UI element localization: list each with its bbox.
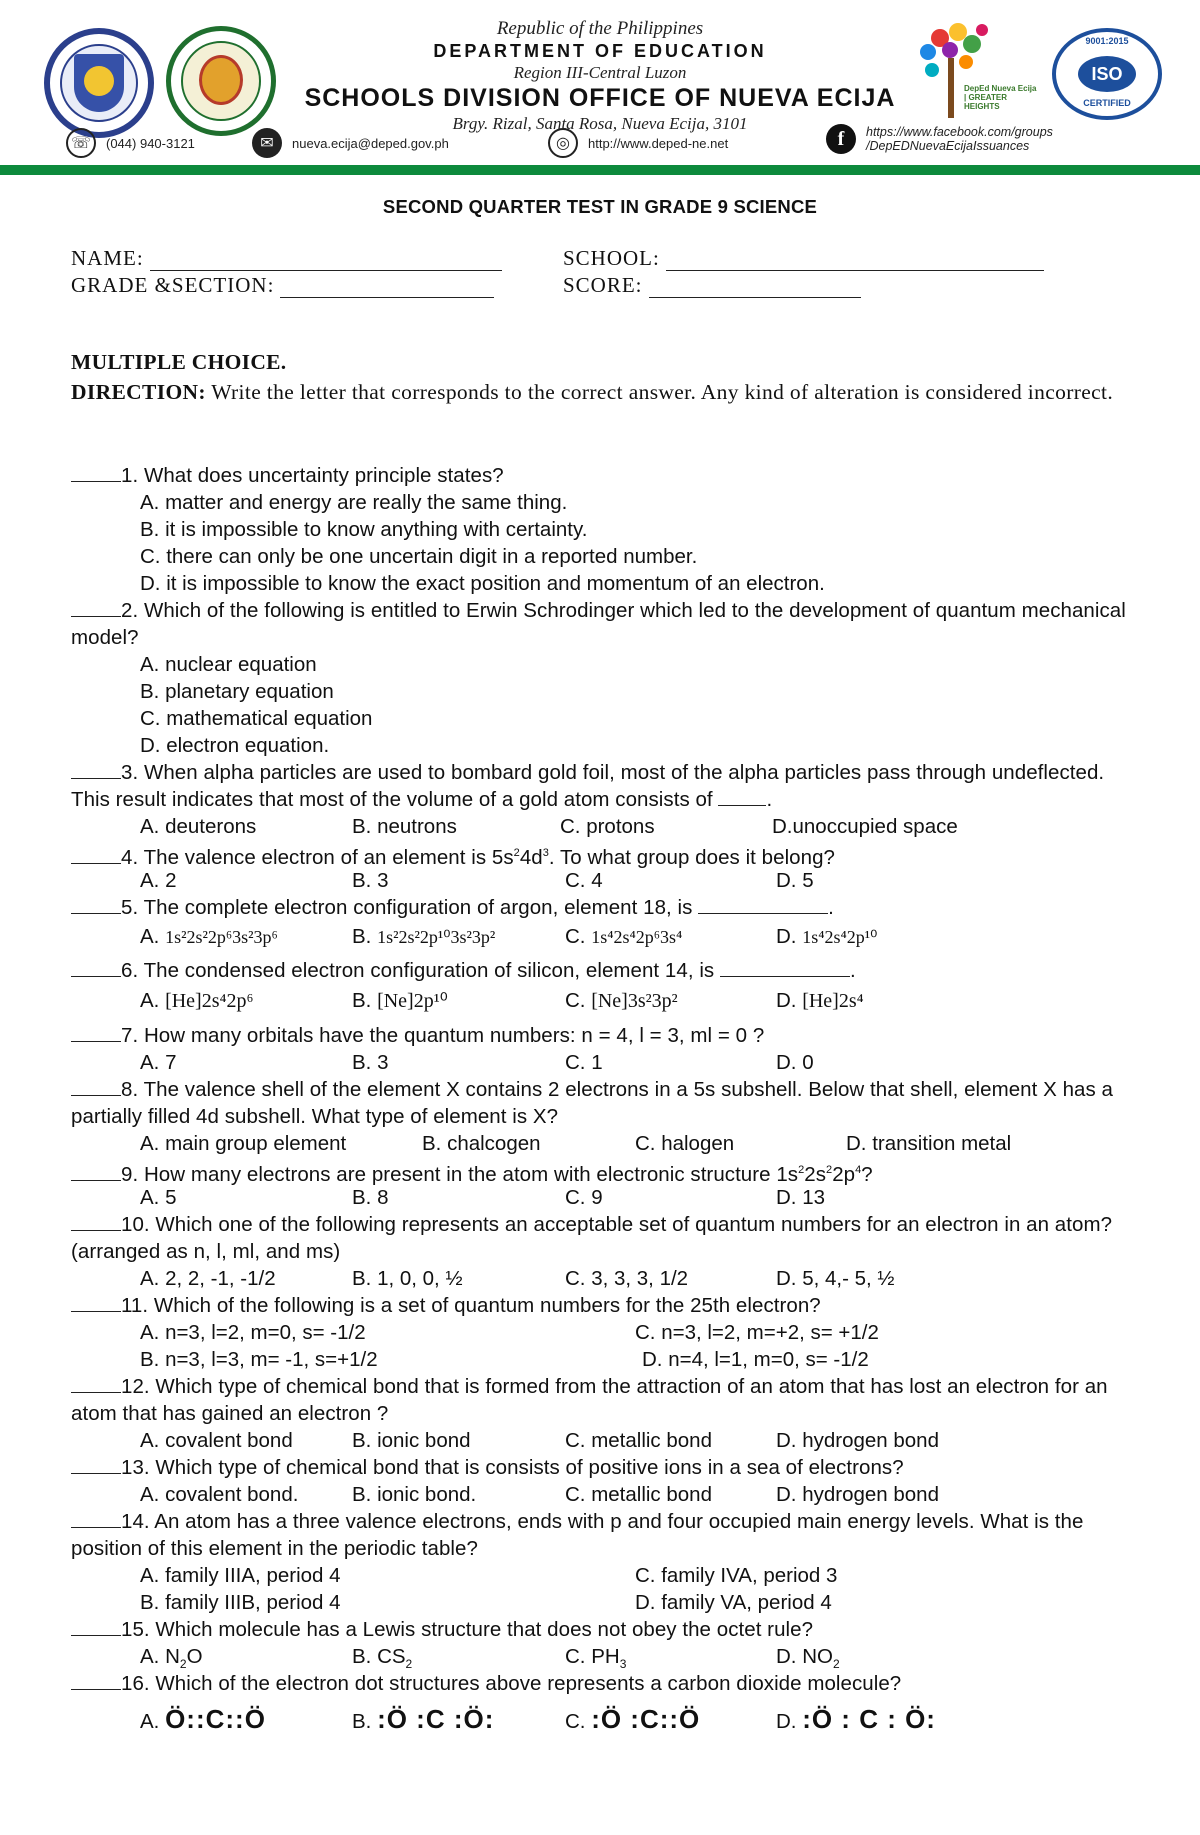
republic-line: Republic of the Philippines [496, 18, 704, 39]
grade-section-field [71, 273, 494, 298]
question-14 [71, 1508, 1136, 1562]
question-6: 6. The condensed electron configuration of silicon, element 14, is . [71, 957, 1136, 984]
question-text-end: ? [861, 1162, 873, 1186]
q2-choice-c: C. mathematical equation [140, 707, 373, 730]
score-field [563, 273, 861, 298]
q6-choice-d [776, 987, 864, 1015]
contact-email [252, 128, 449, 158]
q8-choice-c: C. halogen [635, 1132, 735, 1155]
q3-choice-b: B. neutrons [352, 815, 457, 838]
question-text: 11. Which of the following is a set of quantum numbers for the 25th electron? [121, 1294, 821, 1317]
direction [71, 378, 1136, 406]
phone-icon: ☏ [66, 128, 96, 158]
facebook-line2: /DepEDNuevaEcijaIssuances [866, 139, 1030, 153]
question-1 [71, 462, 1136, 489]
superscript: 3 [542, 847, 549, 859]
question-5: 5. The complete electron configuration of argon, element 18, is . [71, 894, 1136, 921]
school-label: SCHOOL: [563, 246, 660, 270]
question-text: 9. How many electrons are present in the atom with electronic structure 1s [121, 1162, 799, 1186]
header-divider [0, 165, 1200, 175]
tree-logo-caption: DepEd Nueva Ecija | GREATER HEIGHTS [964, 84, 1037, 111]
superscript: 4 [855, 1164, 862, 1176]
question-text: 12. Which type of chemical bond that is formed from the attraction of an atom that has lost an electron for an atom that has gained an electron ? [71, 1375, 1108, 1425]
superscript: 2 [826, 1164, 833, 1176]
facebook-line1: https://www.facebook.com/groups [866, 125, 1053, 139]
question-text-mid: 2s [804, 1162, 827, 1186]
inline-blank [718, 788, 766, 806]
choice-label: C. [565, 925, 586, 948]
letterhead-text [300, 18, 900, 134]
q13-choice-c: C. metallic bond [565, 1483, 712, 1506]
q4-choice-a: A. 2 [140, 869, 177, 892]
q13-choice-a: A. covalent bond. [140, 1483, 299, 1506]
q13-choice-b: B. ionic bond. [352, 1483, 477, 1506]
q11-choice-d: D. n=4, l=1, m=0, s= -1/2 [642, 1348, 869, 1371]
question-2 [71, 597, 1136, 651]
answer-blank[interactable] [71, 1672, 121, 1690]
contact-facebook [826, 124, 1053, 154]
q14-choice-c: C. family IVA, period 3 [635, 1564, 838, 1587]
q8-choice-b: B. chalcogen [422, 1132, 541, 1155]
name-blank[interactable] [150, 251, 502, 271]
lewis-structure: Ö::C::Ö [165, 1704, 266, 1734]
question-text-mid: 4d [519, 845, 543, 869]
deped-seal-icon [44, 28, 154, 138]
q1-choice-a: A. matter and energy are really the same thing. [140, 491, 568, 514]
question-16 [71, 1670, 1136, 1697]
iso-certified-label: CERTIFIED [1083, 98, 1131, 108]
mail-icon: ✉ [252, 128, 282, 158]
q9-choice-c: C. 9 [565, 1186, 603, 1209]
question-text: 8. The valence shell of the element X contains 2 electrons in a 5s subshell. Below that shell, element X has a partially filled 4d subshell. What type of element is X? [71, 1078, 1113, 1128]
q16-choice-c [565, 1706, 700, 1735]
direction-text: Write the letter that corresponds to the correct answer. Any kind of alteration is considered incorrect. [211, 380, 1114, 404]
choice-label: D. [776, 1710, 797, 1733]
q16-choice-b [352, 1706, 494, 1735]
question-text-end: . [766, 788, 773, 811]
inline-blank [720, 959, 850, 977]
answer-blank[interactable] [71, 1375, 121, 1393]
choice-text: O [186, 1645, 203, 1668]
direction-label: DIRECTION: [71, 380, 206, 404]
lewis-structure: :Ö :C :Ö: [377, 1704, 495, 1734]
q16-choice-a [140, 1706, 266, 1735]
question-text: 2. Which of the following is entitled to Erwin Schrodinger which led to the development of quantum mechanical model? [71, 599, 1126, 649]
question-3 [71, 759, 1136, 813]
choice-label: B. [352, 925, 372, 948]
greater-heights-logo-icon [910, 18, 1040, 128]
q3-choice-d: D.unoccupied space [772, 815, 958, 838]
contact-website [548, 128, 728, 158]
question-text-end: . To what group does it belong? [548, 845, 835, 869]
q10-choice-c: C. 3, 3, 3, 1/2 [565, 1267, 689, 1290]
q14-choice-d: D. family VA, period 4 [635, 1591, 832, 1614]
choice-text: B. CS [352, 1645, 406, 1668]
choice-text: D. NO [776, 1645, 833, 1668]
q1-choice-b: B. it is impossible to know anything with certainty. [140, 518, 588, 541]
choice-value: [He]2s⁴ [802, 990, 864, 1012]
name-label: NAME: [71, 246, 144, 270]
answer-blank[interactable] [71, 1510, 121, 1528]
score-label: SCORE: [563, 273, 643, 297]
globe-icon: ◎ [548, 128, 578, 158]
q10-choice-d: D. 5, 4,- 5, ½ [776, 1267, 895, 1290]
website-text[interactable]: http://www.deped-ne.net [588, 135, 729, 151]
question-text-mid: 2p [832, 1162, 856, 1186]
test-title: SECOND QUARTER TEST IN GRADE 9 SCIENCE [382, 196, 818, 217]
q3-choice-a: A. deuterons [140, 815, 257, 838]
q6-choice-c [565, 987, 678, 1015]
question-text: 14. An atom has a three valence electrons, ends with p and four occupied main energy levels. What is the position of this element in the periodic table? [71, 1510, 1084, 1560]
division-seal-icon [166, 26, 276, 136]
question-9 [71, 1157, 1136, 1188]
q7-choice-b: B. 3 [352, 1051, 389, 1074]
q4-choice-d: D. 5 [776, 869, 814, 892]
superscript: 2 [798, 1164, 805, 1176]
answer-blank[interactable] [71, 1294, 121, 1312]
q13-choice-d: D. hydrogen bond [776, 1483, 939, 1506]
answer-blank[interactable] [71, 1163, 121, 1181]
choice-label: D. [776, 989, 797, 1012]
q12-choice-d: D. hydrogen bond [776, 1429, 939, 1452]
q14-choice-b: B. family IIIB, period 4 [140, 1591, 341, 1614]
question-12 [71, 1373, 1136, 1427]
question-11 [71, 1292, 1136, 1319]
answer-blank[interactable] [71, 1078, 121, 1096]
q12-choice-a: A. covalent bond [140, 1429, 293, 1452]
q9-choice-a: A. 5 [140, 1186, 177, 1209]
subscript: 2 [179, 1657, 187, 1672]
choice-value: 1s²2s²2p¹⁰3s²3p² [377, 927, 496, 947]
grade-section-label: GRADE &SECTION: [71, 273, 275, 297]
question-text: 15. Which molecule has a Lewis structure that does not obey the octet rule? [121, 1618, 814, 1641]
subscript: 2 [405, 1657, 413, 1672]
q12-choice-c: C. metallic bond [565, 1429, 712, 1452]
answer-blank[interactable] [71, 599, 121, 617]
answer-blank[interactable] [71, 846, 121, 864]
choice-value: [He]2s⁴2p⁶ [165, 990, 254, 1012]
lewis-structure: :Ö : C : Ö: [802, 1704, 936, 1734]
answer-blank[interactable] [71, 1618, 121, 1636]
iso-certified-badge [1052, 28, 1162, 120]
question-15 [71, 1616, 1136, 1643]
q4-choice-b: B. 3 [352, 869, 389, 892]
choice-label: D. [776, 925, 797, 948]
answer-blank[interactable] [71, 959, 121, 977]
q16-choice-d [776, 1706, 936, 1735]
answer-blank[interactable] [71, 1456, 121, 1474]
q8-choice-d: D. transition metal [846, 1132, 1012, 1155]
choice-label: A. [140, 989, 160, 1012]
q9-choice-b: B. 8 [352, 1186, 389, 1209]
choice-label: C. [565, 989, 586, 1012]
question-text: 1. What does uncertainty principle states? [121, 464, 504, 487]
subscript: 2 [832, 1657, 840, 1672]
department-line: DEPARTMENT OF EDUCATION [433, 41, 767, 61]
answer-blank[interactable] [71, 1213, 121, 1231]
question-text: 10. Which one of the following represents an acceptable set of quantum numbers for an electron in an atom? (arranged as n, l, ml, and ms) [71, 1213, 1113, 1263]
iso-label: ISO [1078, 56, 1136, 92]
region-line: Region III-Central Luzon [513, 63, 687, 82]
q7-choice-c: C. 1 [565, 1051, 603, 1074]
question-text: 6. The condensed electron configuration of silicon, element 14, is [121, 959, 715, 982]
q5-choice-a [140, 923, 278, 951]
grade-section-blank[interactable] [280, 278, 494, 298]
q5-choice-c [565, 923, 682, 951]
question-text: 3. When alpha particles are used to bombard gold foil, most of the alpha particles pass through undeflected. This result indicates that most of the volume of a gold atom consists of [71, 761, 1105, 811]
facebook-icon: f [826, 124, 856, 154]
question-4 [71, 840, 1136, 871]
choice-value: 1s⁴2s⁴2p⁶3s⁴ [591, 927, 683, 947]
choice-text: C. PH [565, 1645, 620, 1668]
choice-label: A. [140, 1710, 160, 1733]
question-13 [71, 1454, 1136, 1481]
q1-choice-d: D. it is impossible to know the exact position and momentum of an electron. [140, 572, 825, 595]
q12-choice-b: B. ionic bond [352, 1429, 471, 1452]
school-blank[interactable] [666, 251, 1044, 271]
question-text: 7. How many orbitals have the quantum numbers: n = 4, l = 3, ml = 0 ? [121, 1024, 765, 1047]
section-title: MULTIPLE CHOICE. [71, 350, 287, 374]
phone-text: (044) 940-3121 [106, 135, 195, 151]
q11-choice-a: A. n=3, l=2, m=0, s= -1/2 [140, 1321, 366, 1344]
letterhead [0, 0, 1200, 178]
q1-choice-c: C. there can only be one uncertain digit in a reported number. [140, 545, 698, 568]
question-text: 4. The valence electron of an element is 5s [121, 845, 514, 869]
choice-label: C. [565, 1710, 586, 1733]
q14-choice-a: A. family IIIA, period 4 [140, 1564, 341, 1587]
inline-blank [698, 896, 828, 914]
lewis-structure: :Ö :C::Ö [591, 1704, 701, 1734]
q8-choice-a: A. main group element [140, 1132, 347, 1155]
school-field [563, 246, 1044, 271]
choice-value: 1s⁴2s⁴2p¹⁰ [802, 927, 878, 947]
choice-label: B. [352, 989, 372, 1012]
q9-choice-d: D. 13 [776, 1186, 825, 1209]
contact-phone [66, 128, 195, 158]
superscript: 2 [513, 847, 520, 859]
name-field [71, 246, 502, 271]
iso-standard: 9001:2015 [1085, 36, 1129, 46]
q11-choice-b: B. n=3, l=3, m= -1, s=+1/2 [140, 1348, 378, 1371]
q6-choice-a [140, 987, 253, 1015]
address-line: Brgy. Rizal, Santa Rosa, Nueva Ecija, 3101 [452, 114, 748, 133]
q4-choice-c: C. 4 [565, 869, 603, 892]
email-text[interactable]: nueva.ecija@deped.gov.ph [292, 135, 449, 151]
subscript: 3 [619, 1657, 627, 1672]
q5-choice-d [776, 923, 877, 951]
answer-blank[interactable] [71, 761, 121, 779]
choice-label: B. [352, 1710, 372, 1733]
q2-choice-a: A. nuclear equation [140, 653, 317, 676]
q3-choice-c: C. protons [560, 815, 655, 838]
question-text: 5. The complete electron configuration of argon, element 18, is [121, 896, 693, 919]
question-8 [71, 1076, 1136, 1130]
choice-value: 1s²2s²2p⁶3s²3p⁶ [165, 927, 278, 947]
q6-choice-b [352, 987, 448, 1015]
choice-value: [Ne]2p¹⁰ [377, 990, 448, 1012]
choice-label: A. [140, 925, 160, 948]
office-line: SCHOOLS DIVISION OFFICE OF NUEVA ECIJA [304, 84, 896, 112]
q11-choice-c: C. n=3, l=2, m=+2, s= +1/2 [635, 1321, 879, 1344]
q10-choice-b: B. 1, 0, 0, ½ [352, 1267, 463, 1290]
q10-choice-a: A. 2, 2, -1, -1/2 [140, 1267, 276, 1290]
answer-blank[interactable] [71, 464, 121, 482]
q7-choice-d: D. 0 [776, 1051, 814, 1074]
q5-choice-b [352, 923, 495, 951]
q2-choice-d: D. electron equation. [140, 734, 330, 757]
q2-choice-b: B. planetary equation [140, 680, 334, 703]
question-text: 13. Which type of chemical bond that is consists of positive ions in a sea of electrons? [121, 1456, 904, 1479]
choice-value: [Ne]3s²3p² [591, 990, 678, 1012]
question-10 [71, 1211, 1136, 1265]
choice-text: A. N [140, 1645, 180, 1668]
score-blank[interactable] [649, 278, 861, 298]
answer-blank[interactable] [71, 1024, 121, 1042]
answer-blank[interactable] [71, 896, 121, 914]
question-7 [71, 1022, 1136, 1049]
facebook-text[interactable] [866, 125, 1053, 153]
q7-choice-a: A. 7 [140, 1051, 177, 1074]
question-text: 16. Which of the electron dot structures above represents a carbon dioxide molecule? [121, 1672, 902, 1695]
